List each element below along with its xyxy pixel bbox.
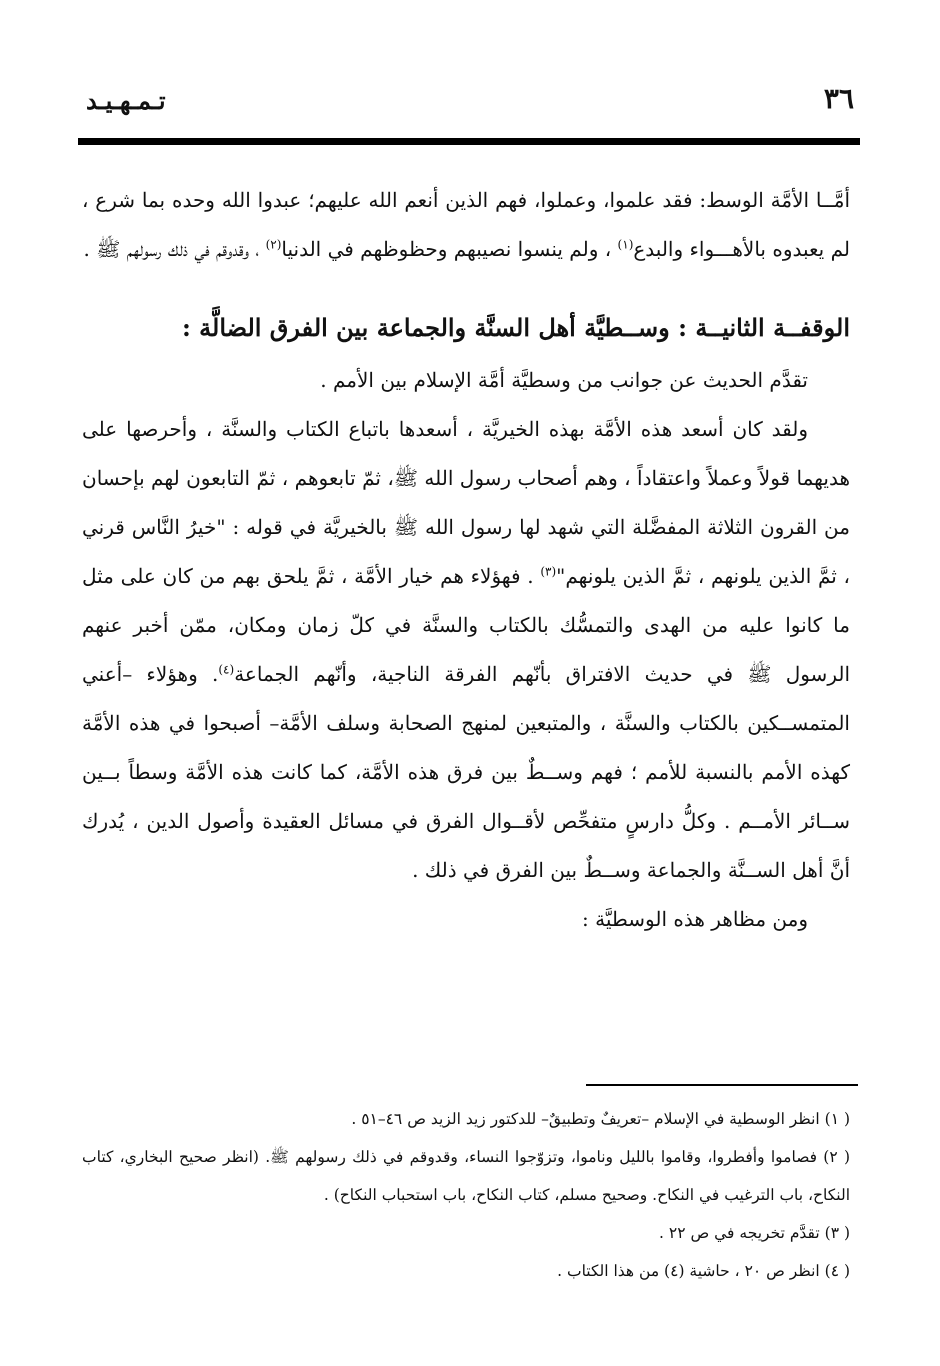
footnote-2: ( ٢) فصاموا وأفطروا، وقاموا بالليل وناموا، وتزوّجوا النساء، وقدوقم في ذلك رسولهم ﷺ. (انظر صحيح البخاري، كتاب النكاح، باب الترغيب في النكاح. وصحيح مسلم، كتاب النكاح، باب استحباب النكاح) . [82, 1148, 850, 1204]
main-text [82, 176, 850, 944]
paragraph-manifestations: ومن مظاهر هذه الوسطيَّة : [582, 907, 808, 931]
footnote-ref: (٤) [218, 662, 235, 677]
paragraph-text: ولقد كان أسعد هذه الأمَّة بهذه الخيريَّة ، أسعدها باتباع الكتاب والسنَّة ، وأحرصها على هديهما قولاً وعملاً واعتقاداً ، وهم أصحاب رسول الله ﷺ، ثمّ تابعوهم ، ثمّ التابعون لهم بإحسان من القرون الثلاثة المفضَّلة التي شهد لها رسول الله ﷺ بالخيريَّة في قوله : "خيرُ النَّاس قرني ، ثمَّ الذين يلونهم ، ثمَّ الذين يلونهم" [82, 417, 850, 588]
paragraph-text: ، وقدوقم في ذلك رسولهم ﷺ . [83, 237, 266, 261]
footnote-4: ( ٤) انظر ص ٢٠ ، حاشية (٤) من هذا الكتاب . [557, 1262, 850, 1280]
page-number: ٣٦ [823, 82, 854, 115]
paragraph-main [82, 405, 850, 895]
paragraph-text: . فهؤلاء هم خيار الأمَّة ، ثمَّ يلحق بهم من كان على مثل ما كانوا عليه من الهدى والتمسُّك بالكتاب والسنَّة في كلّ زمان ومكان، ممّن أخبر عنهم الرسول ﷺ في حديث الافتراق بأنّهم الفرقة الناجية، وأنّهم الجماعة [82, 564, 851, 686]
footnote-ref: (١) [617, 237, 634, 252]
footnote-ref: (٣) [540, 564, 557, 579]
header-rule [78, 138, 860, 145]
footnote-separator [586, 1084, 858, 1086]
footnote-ref: (٢) [265, 237, 282, 252]
paragraph-text: أمَّــا الأمَّة الوسط: فقد علموا، وعملوا، فهم الذين أنعم الله عليهم؛ عبدوا الله وحده بما شرع ، لم يعبدوه بالأهـــواء والبدع [82, 188, 850, 261]
section-heading: الوقفــة الثانيــة : وســطيَّة أهل السنَّة والجماعة بين الفرق الضالَّة : [181, 313, 850, 342]
paragraph-middle-nation [82, 176, 850, 274]
page-header [78, 82, 860, 122]
running-title: تـمـهـيـد [86, 86, 166, 115]
footnotes [82, 1100, 850, 1290]
paragraph-text: ، ولم ينسوا نصيبهم وحظوظهم في الدنيا [281, 237, 618, 261]
paragraph-text: . وهؤلاء –أعني المتمســكين بالكتاب والسنَّة ، والمتبعين لمنهج الصحابة وسلف الأمَّة– أصبحوا في هذه الأمَّة كهذه الأمم بالنسبة للأمم ؛ فهم وســطٌ بين فرق هذه الأمَّة، كما كانت هذه الأمَّة وسطاً بــين ســائر الأمــم . وكلُّ دارسٍ متفحِّص لأقــوال الفرق في مسائل العقيدة وأصول الدين ، يُدرك أنَّ أهل الســنَّة والجماعة وســطٌ بين الفرق في ذلك . [82, 662, 850, 882]
paragraph-intro: تقدَّم الحديث عن جوانب من وسطيَّة أمَّة الإسلام بين الأمم . [320, 368, 808, 392]
footnote-3: ( ٣) تقدَّم تخريجه في ص ٢٢ . [659, 1224, 850, 1242]
footnote-1: ( ١) انظر الوسطية في الإسلام –تعريفٌ وتطبيقٌ– للدكتور زيد الزيد ص ٤٦–٥١ . [351, 1110, 850, 1128]
